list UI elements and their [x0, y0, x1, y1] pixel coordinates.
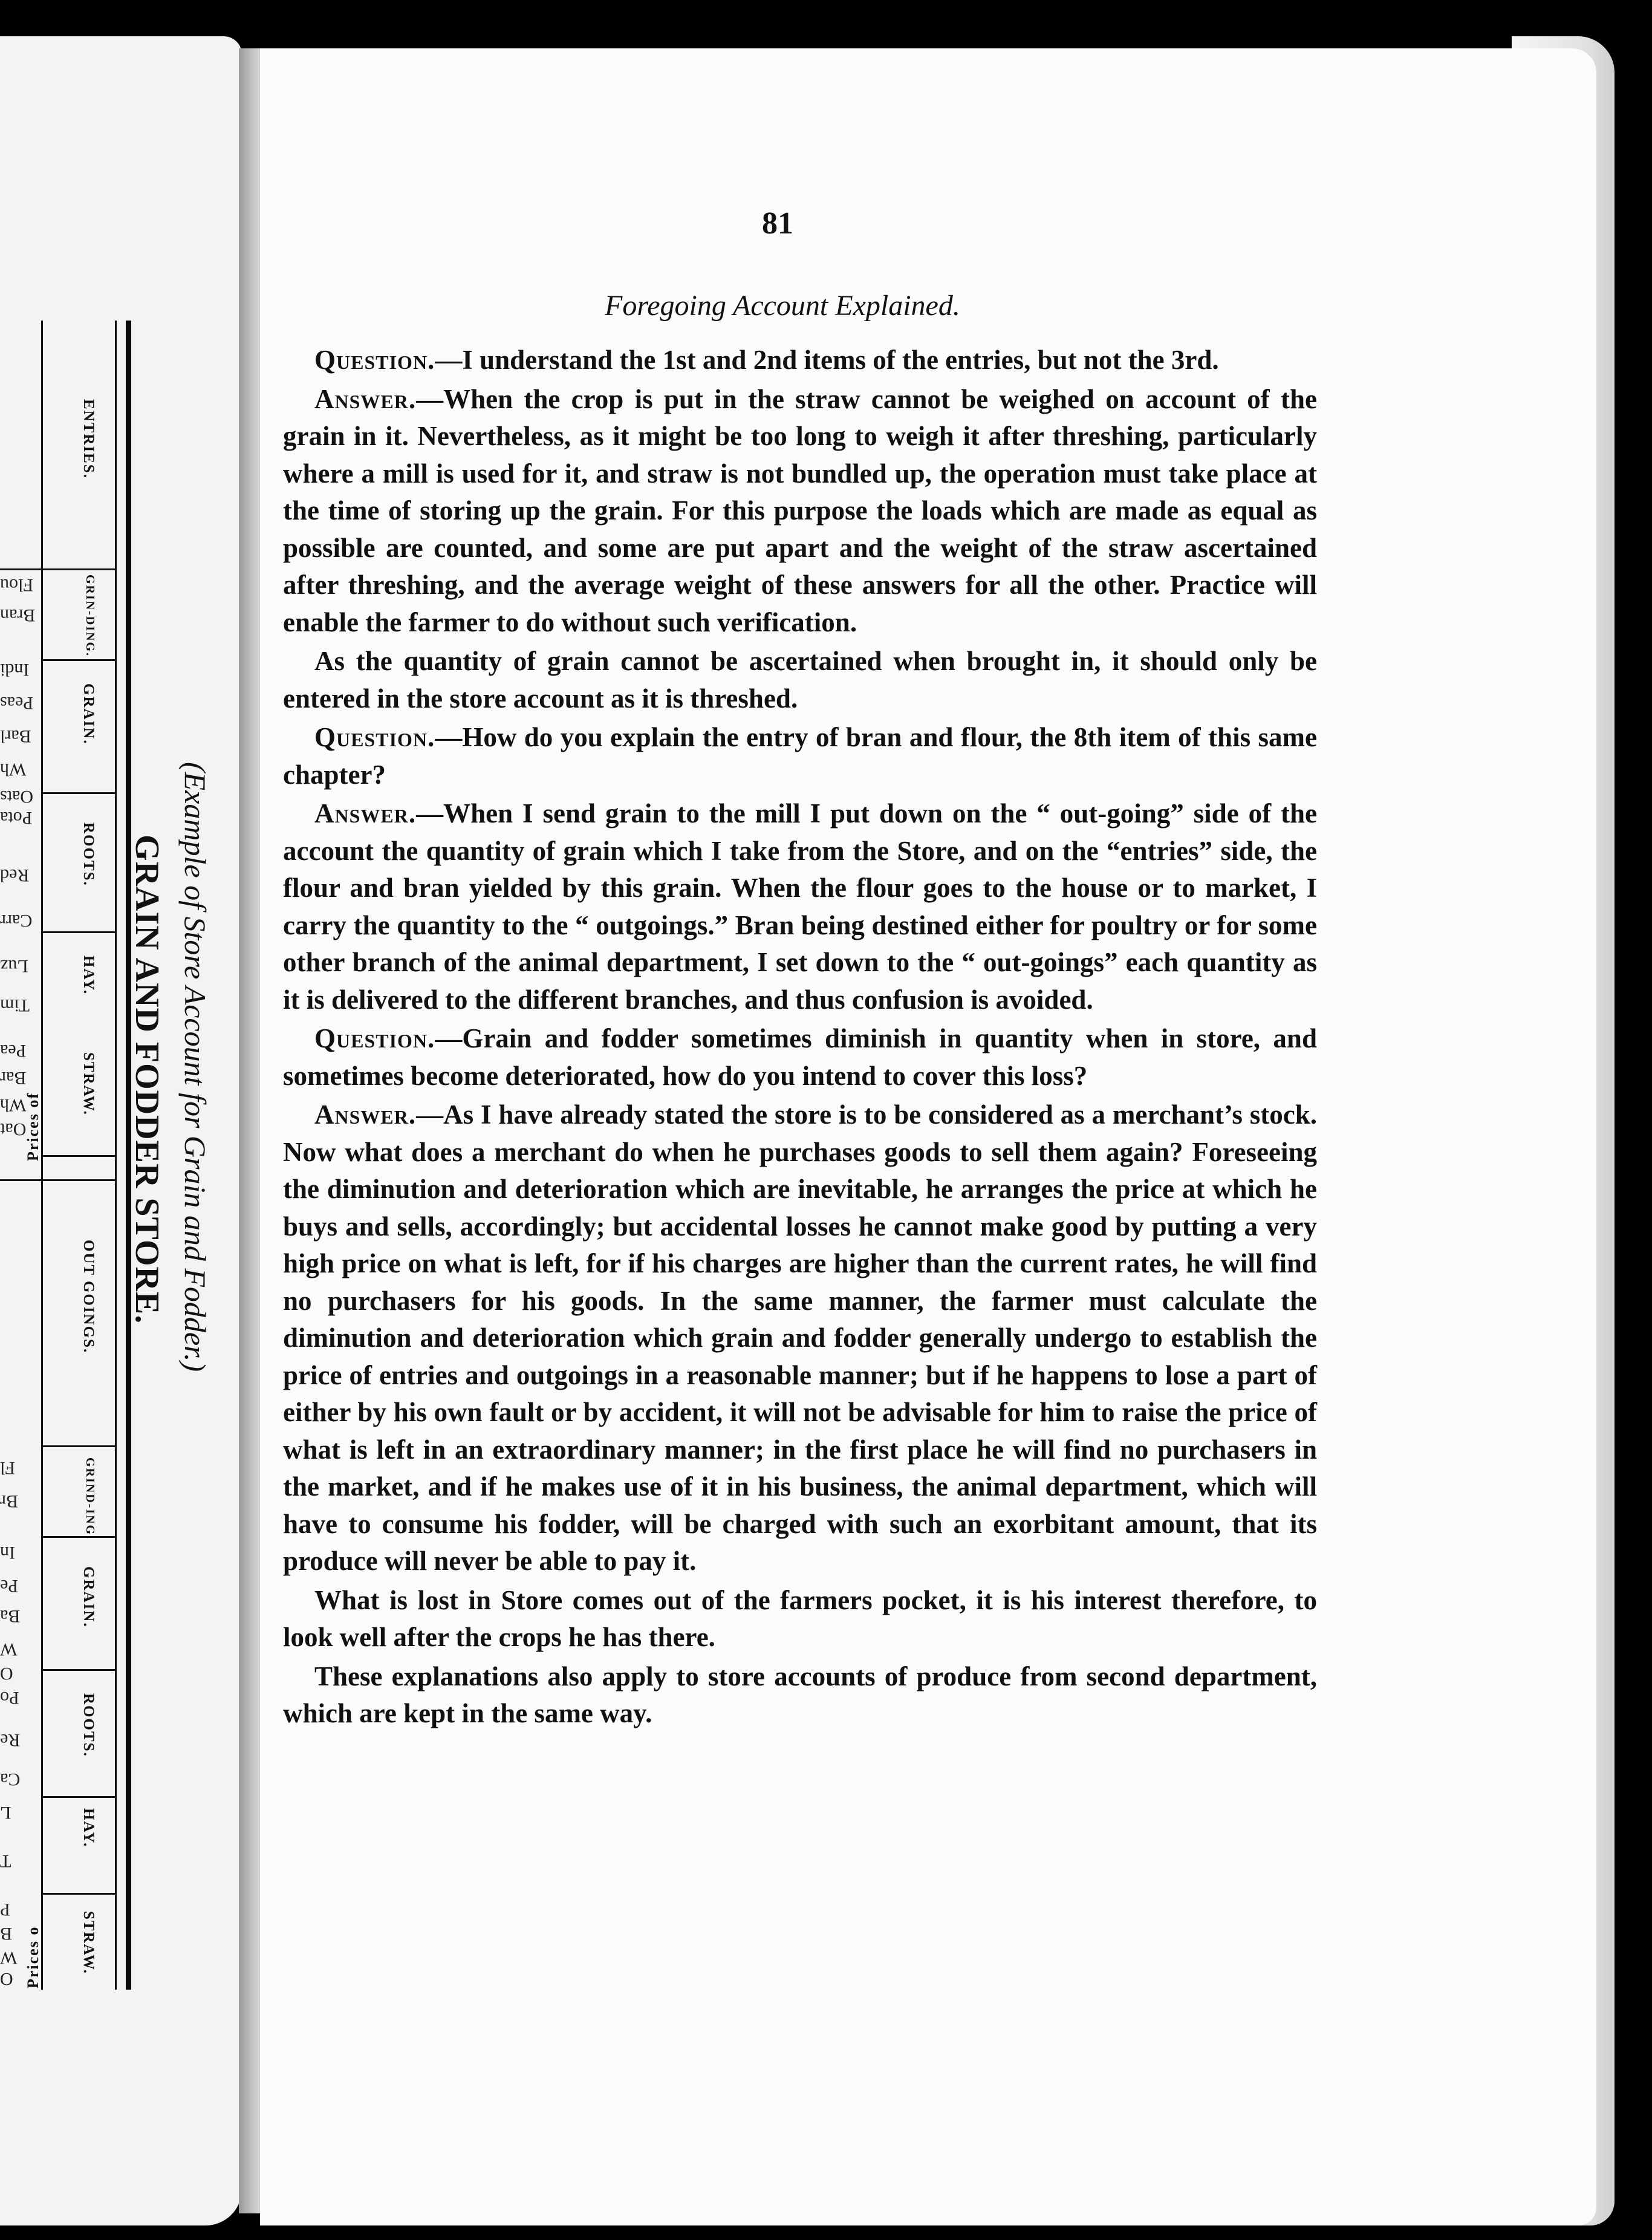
ledger-row-rule [41, 792, 115, 794]
ledger-header: OUT GOINGS. [80, 1240, 97, 1354]
ledger-row-label: Red [0, 865, 30, 885]
body-text [283, 342, 1317, 1734]
ledger-row-label: Luz [0, 956, 28, 976]
ledger-row-label: Barl [0, 726, 31, 746]
paragraph [283, 381, 1317, 642]
paragraph [283, 795, 1317, 1018]
paragraph-text: —Grain and fodder sometimes diminish in quantity when in store, and sometimes become deteriorated, how do you intend to cover this loss? [283, 1023, 1317, 1091]
paragraph-text: —As I have already stated the store is to be considered as a merchant’s stock. Now what does a merchant do when he purchases goods to sell them again? Foreseeing the diminution and deterioration which are inevitable, he arranges the price at which he buys and sells, accordingly; but accidental losses he cannot make good by putting a very high price on what is left, for if his charges are higher than the current rates, he will find no purchasers for his goods. In the same manner, the farmer must calculate the diminution and deterioration which grain and fodder generally undergo to establish the price of entries and outgoings in a reasonable manner; but if he happens to lose a part of either by his own fault or by accident, it will not be advisable for him to raise the price of what is left in an extraordinary manner; in the first place he will find no purchasers in the market, and if he makes use of it in his business, the animal department, which will have to consume his fodder, will be charged with such an exorbitant amount, that its produce will never be able to pay it. [283, 1099, 1317, 1576]
ledger-row-label: T [0, 1851, 11, 1871]
ledger-row-label: Carr [0, 911, 33, 931]
ledger-row-label: Pota [0, 808, 33, 828]
ledger-header: Prices of [24, 1092, 42, 1161]
ledger-row-label: Br [0, 1491, 18, 1511]
ledger-row-label: Bran [0, 605, 36, 625]
ledger-row-label: Wh [0, 1095, 27, 1115]
ledger-table [0, 321, 145, 1990]
ledger-row-rule [41, 659, 115, 661]
ledger-row-label: Peas [0, 693, 33, 713]
paragraph-text: —How do you explain the entry of bran and flour, the 8th item of this same chapter? [283, 722, 1317, 790]
ledger-row-label: Oats [0, 787, 33, 807]
paragraph-text: These explanations also apply to store accounts of produce from second department, which are kept in the same way. [283, 1661, 1317, 1728]
ledger-row-label: In [0, 1543, 15, 1563]
ledger-row-label: Ca [0, 1770, 21, 1789]
ledger-header: HAY. [80, 956, 97, 995]
ledger-row-rule [41, 1796, 115, 1798]
page-number: 81 [762, 206, 793, 241]
paragraph [283, 1658, 1317, 1733]
ledger-row-label: Fl [0, 1458, 16, 1478]
ledger-row-rule [41, 1155, 115, 1157]
ledger-row-rule [41, 1893, 115, 1895]
paragraph [283, 719, 1317, 793]
ledger-header: Prices o [24, 1926, 42, 1988]
ledger-header: GRIN-DING. [83, 575, 97, 657]
ledger-row-label: O [0, 1664, 13, 1684]
paragraph-lead: Question. [314, 345, 435, 375]
facing-page [0, 36, 242, 2225]
ledger-header: GRIND-ING. [83, 1457, 97, 1540]
ledger-row-rule [41, 1536, 115, 1538]
ledger-row-label: Po [0, 1688, 19, 1708]
ledger-header: GRAIN. [80, 683, 97, 745]
paragraph-text: What is lost in Store comes out of the farmers pocket, it is his interest therefore, to look well after the crops he has there. [283, 1584, 1317, 1652]
ledger-row-label: Pe [0, 1576, 18, 1596]
paragraph-text: —I understand the 1st and 2nd items of the entries, but not the 3rd. [435, 345, 1219, 375]
ledger-row-label: Flou [0, 575, 34, 595]
paragraph-text: —When I send grain to the mill I put down on the “ out-going” side of the account the quantity of grain which I take from the Store, and on the “entries” side, the flour and bran yielded by this grain. When the flour goes to the house or to market, I carry the quantity to the “ outgoings.” Bran being destined either for poultry or for some other branch of the animal department, I set down to the “ out-goings” each quantity as it is delivered to the different branches, and thus confusion is avoided. [283, 798, 1317, 1015]
paragraph-lead: Answer. [314, 1099, 417, 1130]
ledger-header: ROOTS. [80, 1693, 97, 1757]
ledger-row-label: Bar [0, 1068, 27, 1088]
ledger-row-rule [41, 1445, 115, 1447]
ledger-header: STRAW. [80, 1911, 97, 1975]
ledger-row-rule [0, 1179, 115, 1181]
ledger-row-label: Pea [0, 1041, 27, 1061]
ledger-header: STRAW. [80, 1052, 97, 1116]
ledger-row-label: Oat [0, 1119, 27, 1139]
ledger-header: HAY. [80, 1808, 97, 1848]
section-heading: Foregoing Account Explained. [605, 290, 960, 322]
paragraph-text: —When the crop is put in the straw cannot be weighed on account of the grain in it. Nevertheless, as it might be too long to weigh it after threshing, particularly where a mill is used for it, and straw is not bundled up, the operation must take place at the time of storing up the grain. For this purpose the loads which are made as equal as possible are counted, and some are put apart and the weight of the straw ascertained after threshing, and the average weight of these answers for all the other. Practice will enable the farmer to do without such verification. [283, 383, 1317, 637]
ledger-row-rule [41, 568, 115, 570]
paragraph [283, 1582, 1317, 1656]
paragraph-lead: Answer. [314, 798, 417, 829]
paragraph [283, 643, 1317, 717]
ledger-row-label: O [0, 1969, 13, 1989]
paragraph [283, 342, 1317, 379]
ledger-header: GRAIN. [80, 1566, 97, 1628]
ledger-row-label: Re [0, 1730, 21, 1750]
ledger-row-label: L [0, 1803, 11, 1823]
ledger-header: ENTRIES. [80, 399, 97, 480]
ledger-row-label: B [0, 1924, 13, 1944]
ledger-row-label: Wh [0, 760, 27, 780]
paragraph-lead: Answer. [314, 383, 417, 414]
ledger-caption-title: GRAIN AND FODDER STORE. [128, 835, 166, 1324]
paragraph-lead: Question. [314, 722, 435, 752]
paragraph-text: As the quantity of grain cannot be ascertained when brought in, it should only be entered in the store account as it is threshed. [283, 646, 1317, 714]
paragraph [283, 1096, 1317, 1580]
ledger-caption-subtitle: (Example of Store Account for Grain and Fodder.) [178, 762, 212, 1372]
ledger-header: ROOTS. [80, 822, 97, 887]
ledger-row-rule [41, 1669, 115, 1671]
ledger-row-rule [0, 568, 41, 570]
ledger-row-label: Tim [0, 995, 30, 1015]
ledger-row-label: W [0, 1948, 18, 1968]
ledger-row-label: P [0, 1900, 10, 1919]
ledger-row-label: W [0, 1639, 18, 1659]
paragraph-lead: Question. [314, 1023, 435, 1053]
paragraph [283, 1020, 1317, 1095]
ledger-row-label: Ba [0, 1606, 21, 1626]
ledger-row-label: Indi [0, 660, 30, 680]
ledger-column-rule [115, 321, 117, 1990]
ledger-row-rule [41, 931, 115, 933]
